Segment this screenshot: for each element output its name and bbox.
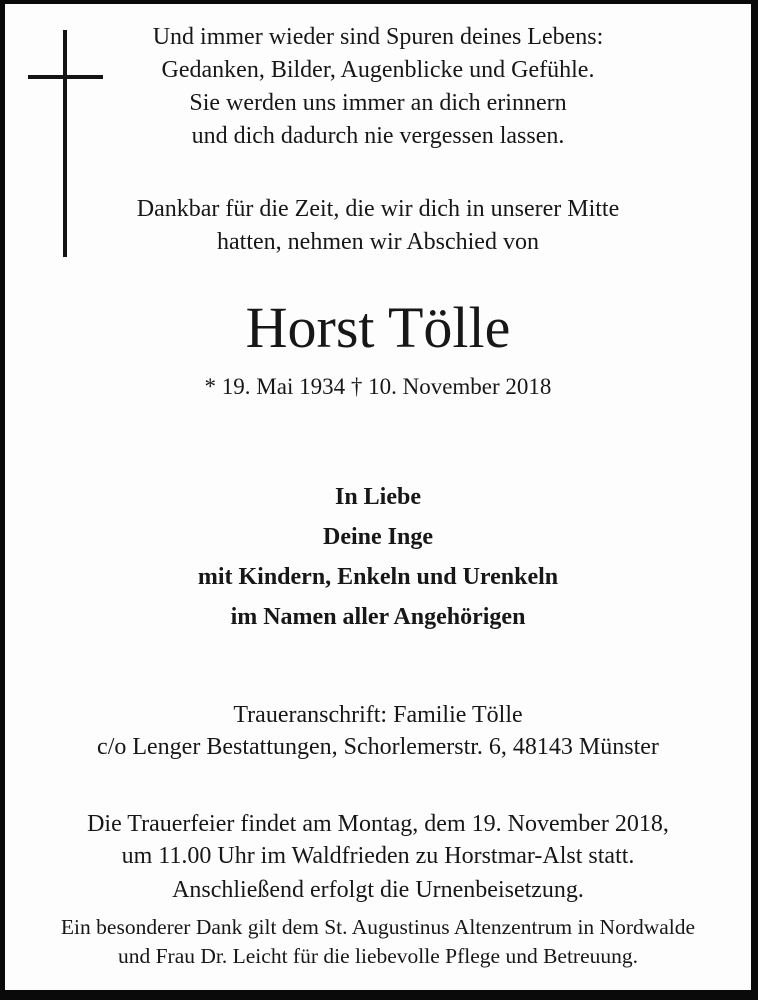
opening-verse [5,21,751,153]
address-line: Traueranschrift: Familie Tölle [233,702,523,728]
deceased-name: Horst Tölle [245,295,511,360]
acknowledgement [5,913,751,971]
address-line: c/o Lenger Bestattungen, Schorlemerstr. 6, 48143 Münster [97,734,659,760]
intro-line: hatten, nehmen wir Abschied von [217,229,539,255]
condolence-address [5,699,751,763]
farewell-intro [5,193,751,259]
funeral-line: um 11.00 Uhr im Waldfrieden zu Horstmar-Alst statt. [121,843,635,869]
mourner-line: im Namen aller Angehörigen [230,604,526,630]
verse-line: Und immer wieder sind Spuren deines Lebens: [152,24,604,50]
funeral-line: Die Trauerfeier findet am Montag, dem 19. November 2018, [87,811,669,837]
mourner-line: Deine Inge [323,524,433,550]
verse-line: und dich dadurch nie vergessen lassen. [191,123,565,149]
life-dates: * 19. Mai 1934 † 10. November 2018 [204,374,552,399]
funeral-info [5,808,751,872]
mourners-block [5,477,751,637]
verse-line: Gedanken, Bilder, Augenblicke und Gefühle. [161,57,595,83]
thanks-line: Ein besonderer Dank gilt dem St. Augustinus Altenzentrum in Nordwalde [60,915,696,939]
verse-line: Sie werden uns immer an dich erinnern [189,90,567,116]
intro-line: Dankbar für die Zeit, die wir dich in unserer Mitte [136,196,620,222]
mourner-line: In Liebe [334,484,421,510]
mourner-line: mit Kindern, Enkeln und Urenkeln [197,564,559,590]
thanks-line: und Frau Dr. Leicht für die liebevolle Pflege und Betreuung. [117,944,639,968]
burial-info: Anschließend erfolgt die Urnenbeisetzung. [172,877,584,903]
